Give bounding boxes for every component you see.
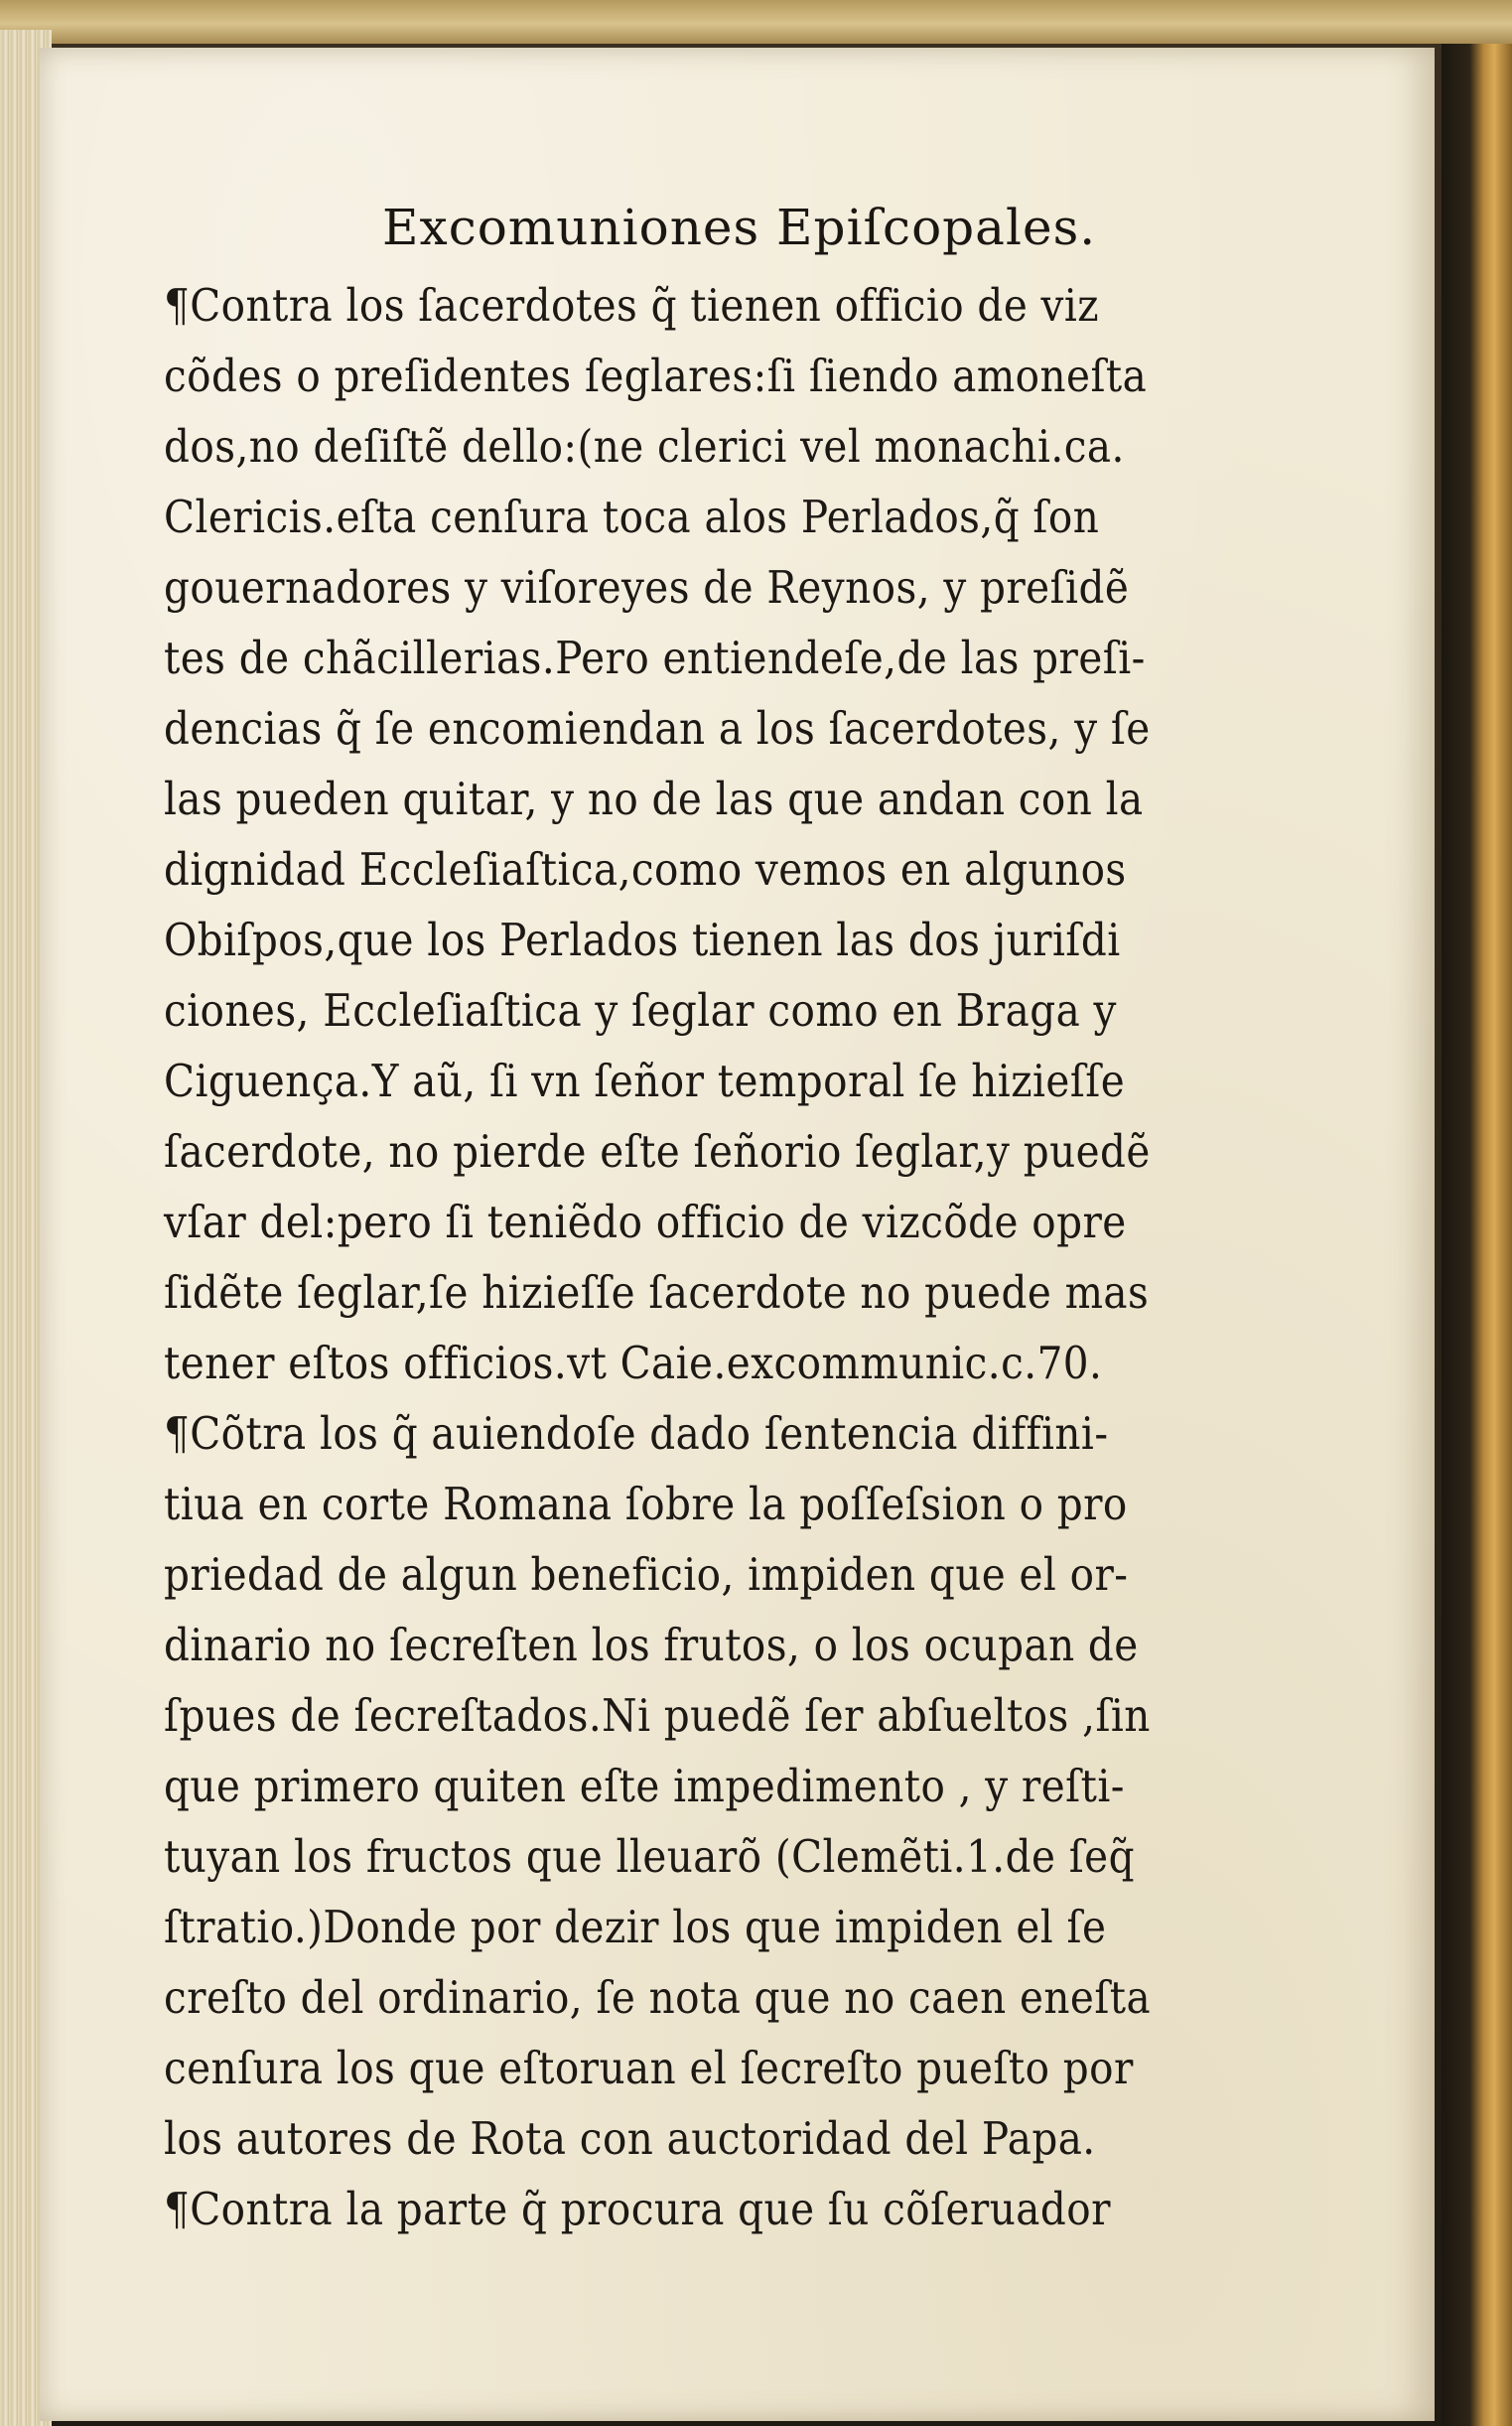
text-line: tuyan los fructos que lleuarõ (Clemẽti.1.de ſeq̃ <box>164 1830 1135 1883</box>
text-line: ¶Contra los ſacerdotes q̃ tienen officio de viz <box>164 279 1100 332</box>
text-line: priedad de algun beneficio, impiden que el or- <box>164 1548 1129 1601</box>
text-line: tes de chãcillerias.Pero entiendeſe,de las preſi- <box>164 632 1146 684</box>
body-text <box>164 270 1335 2244</box>
text-line: ciones, Eccleſiaſtica y ſeglar como en Braga y <box>164 984 1117 1037</box>
text-line: Clericis.eſta cenſura toca alos Perlados,q̃ ſon <box>164 491 1100 543</box>
text-line: ſpues de ſecreſtados.Ni puedẽ ſer abſueltos ,ſin <box>164 1689 1151 1742</box>
text-line: tiua en corte Romana ſobre la poſſeſsion o pro <box>164 1478 1128 1530</box>
running-head: Excomuniones Epiſcopales. <box>382 199 1097 256</box>
text-line: ſidẽte ſeglar,ſe hizieſſe ſacerdote no puede mas <box>164 1266 1150 1319</box>
text-line: ſtratio.)Donde por dezir los que impiden el ſe <box>164 1901 1107 1953</box>
text-line: cenſura los que eſtoruan el ſecreſto pueſto por <box>164 2042 1134 2094</box>
text-line: cõdes o preſidentes ſeglares:ſi ſiendo amoneſta <box>164 350 1148 402</box>
text-line: ¶Cõtra los q̃ auiendoſe dado ſentencia diffini- <box>164 1407 1109 1460</box>
text-line: ¶Contra la parte q̃ procura que ſu cõſeruador <box>164 2183 1111 2235</box>
text-line: dignidad Eccleſiaſtica,como vemos en algunos <box>164 843 1127 896</box>
book-top-edge <box>0 0 1512 44</box>
text-line: gouernadores y viſoreyes de Reynos, y preſidẽ <box>164 561 1130 614</box>
text-line: los autores de Rota con auctoridad del Papa. <box>164 2112 1096 2165</box>
text-line: ſacerdote, no pierde eſte ſeñorio ſeglar,y puedẽ <box>164 1125 1151 1178</box>
text-line: creſto del ordinario, ſe nota que no caen eneſta <box>164 1971 1152 2024</box>
text-line: vſar del:pero ſi teniẽdo officio de vizcõde opre <box>164 1196 1127 1248</box>
text-line: las pueden quitar, y no de las que andan con la <box>164 773 1144 825</box>
text-line: tener eſtos officios.vt Caie.excommunic.c.70. <box>164 1337 1103 1389</box>
text-line: dos,no deſiſtẽ dello:(ne clerici vel monachi.ca. <box>164 420 1125 473</box>
text-line: dencias q̃ ſe encomiendan a los ſacerdotes, y ſe <box>164 702 1151 755</box>
text-line: que primero quiten eſte impedimento , y reſti- <box>164 1760 1125 1812</box>
text-line: Ciguença.Y aũ, ſi vn ſeñor temporal ſe hizieſſe <box>164 1055 1126 1107</box>
text-line: dinario no ſecreſten los frutos, o los ocupan de <box>164 1619 1139 1671</box>
facing-page-edge <box>1442 44 1512 2426</box>
text-line: Obiſpos,que los Perlados tienen las dos juriſdi <box>164 914 1121 966</box>
